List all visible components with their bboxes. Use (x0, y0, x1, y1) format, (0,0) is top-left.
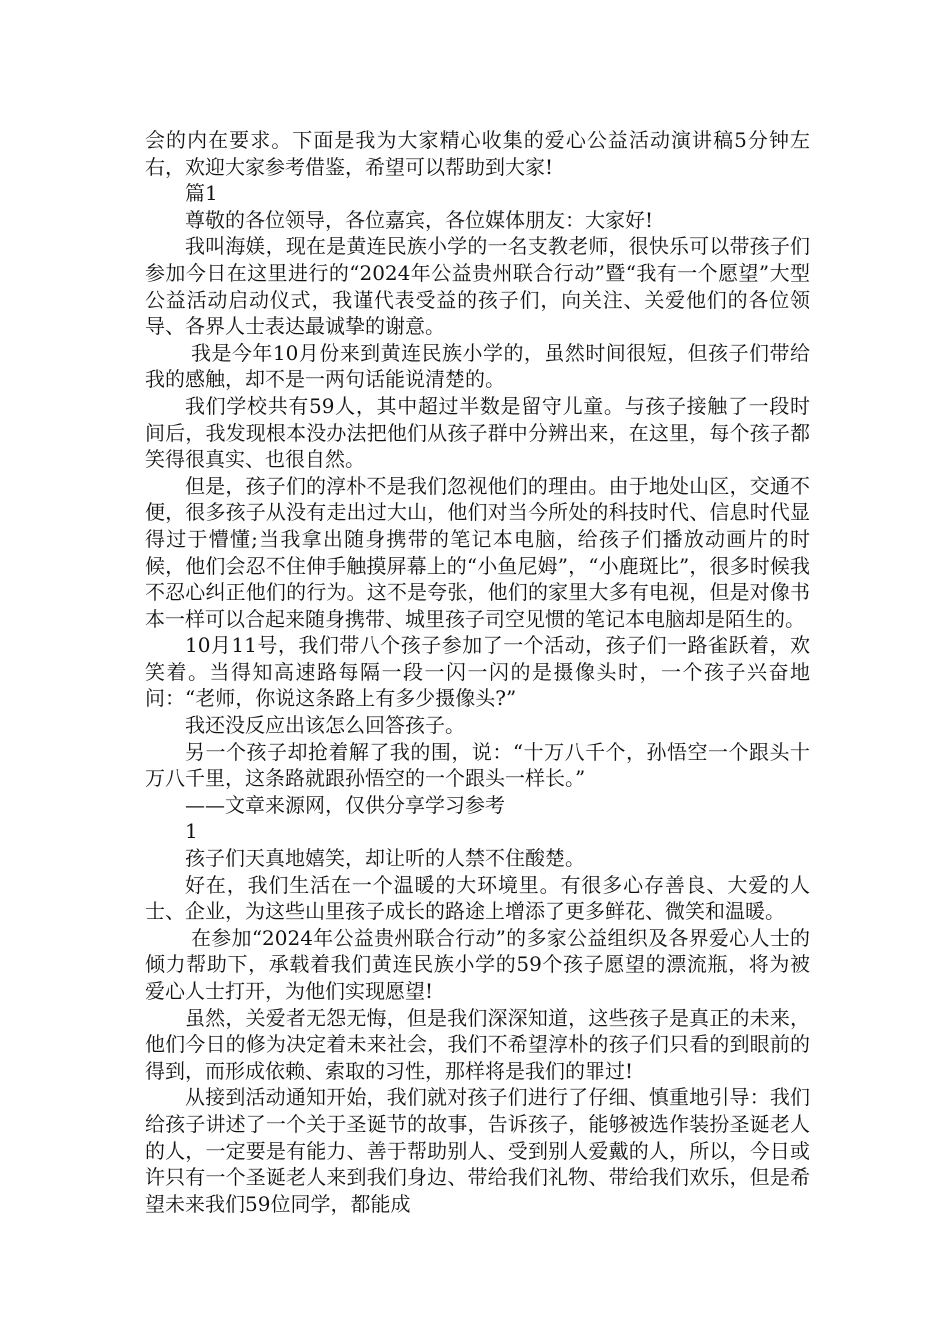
section-heading: 篇1 (185, 181, 218, 206)
body-paragraph: 我叫海媄，现在是黄连民族小学的一名支教老师，很快乐可以带孩子们参加今日在这里进行的“2024年公益贵州联合行动”暨“我有一个愿望”大型公益活动启动仪式，我谨代表受益的孩子们，向关注、关爱他们的各位领导、各界人士表达最诚挚的谢意。 (145, 234, 810, 339)
body-paragraph: 另一个孩子却抢着解了我的围，说：“十万八千个，孙悟空一个跟头十万八千里，这条路就跟孙悟空的一个跟头一样长。” (145, 739, 810, 791)
source-note: ——文章来源网，仅供分享学习参考 (185, 792, 505, 817)
document-page (145, 127, 810, 1217)
body-paragraph: 但是，孩子们的淳朴不是我们忽视他们的理由。由于地处山区，交通不便，很多孩子从没有走出过大山，他们对当今所处的科技时代、信息时代显得过于懵懂;当我拿出随身携带的笔记本电脑，给孩子们播放动画片的时候，他们会忍不住伸手触摸屏幕上的“小鱼尼姆”，“小鹿斑比”，很多时候我不忍心纠正他们的行为。这不是夸张，他们的家里大多有电视，但是对像书本一样可以合起来随身携带、城里孩子司空见惯的笔记本电脑却是陌生的。 (145, 473, 810, 631)
body-paragraph: 10月11号，我们带八个孩子参加了一个活动，孩子们一路雀跃着，欢笑着。当得知高速路每隔一段一闪一闪的是摄像头时，一个孩子兴奋地问：“老师，你说这条路上有多少摄像头?” (145, 633, 810, 711)
greeting-paragraph: 尊敬的各位领导，各位嘉宾，各位媒体朋友：大家好! (185, 207, 654, 232)
body-paragraph: 我是今年10月份来到黄连民族小学的，虽然时间很短，但孩子们带给我的感触，却不是一两句话能说清楚的。 (145, 340, 810, 392)
body-paragraph: 虽然，关爱者无怨无悔，但是我们深深知道，这些孩子是真正的未来，他们今日的修为决定着未来社会，我们不希望淳朴的孩子们只看的到眼前的得到，而形成依赖、索取的习性，那样将是我们的罪过! (145, 1005, 810, 1083)
body-paragraph: 我们学校共有59人，其中超过半数是留守儿童。与孩子接触了一段时间后，我发现根本没办法把他们从孩子群中分辨出来，在这里，每个孩子都笑得很真实、也很自然。 (145, 393, 810, 472)
body-paragraph: 我还没反应出该怎么回答孩子。 (185, 713, 465, 738)
body-paragraph: 在参加“2024年公益贵州联合行动”的多家公益组织及各界爱心人士的倾力帮助下，承载着我们黄连民族小学的59个孩子愿望的漂流瓶，将为被爱心人士打开，为他们实现愿望! (145, 925, 810, 1003)
page-number: 1 (185, 819, 198, 844)
body-paragraph: 从接到活动通知开始，我们就对孩子们进行了仔细、慎重地引导：我们给孩子讲述了一个关于圣诞节的故事，告诉孩子，能够被选作装扮圣诞老人的人，一定要是有能力、善于帮助别人、受到别人爱戴的人，所以，今日或许只有一个圣诞老人来到我们身边、带给我们礼物、带给我们欢乐，但是希望未来我们59位同学，都能成 (145, 1085, 810, 1216)
body-paragraph: 孩子们天真地嬉笑，却让听的人禁不住酸楚。 (185, 846, 585, 871)
body-paragraph: 好在，我们生活在一个温暖的大环境里。有很多心存善良、大爱的人士、企业，为这些山里孩子成长的路途上增添了更多鲜花、微笑和温暖。 (145, 872, 810, 924)
intro-paragraph: 会的内在要求。下面是我为大家精心收集的爱心公益活动演讲稿5分钟左右，欢迎大家参考借鉴，希望可以帮助到大家! (145, 128, 810, 179)
